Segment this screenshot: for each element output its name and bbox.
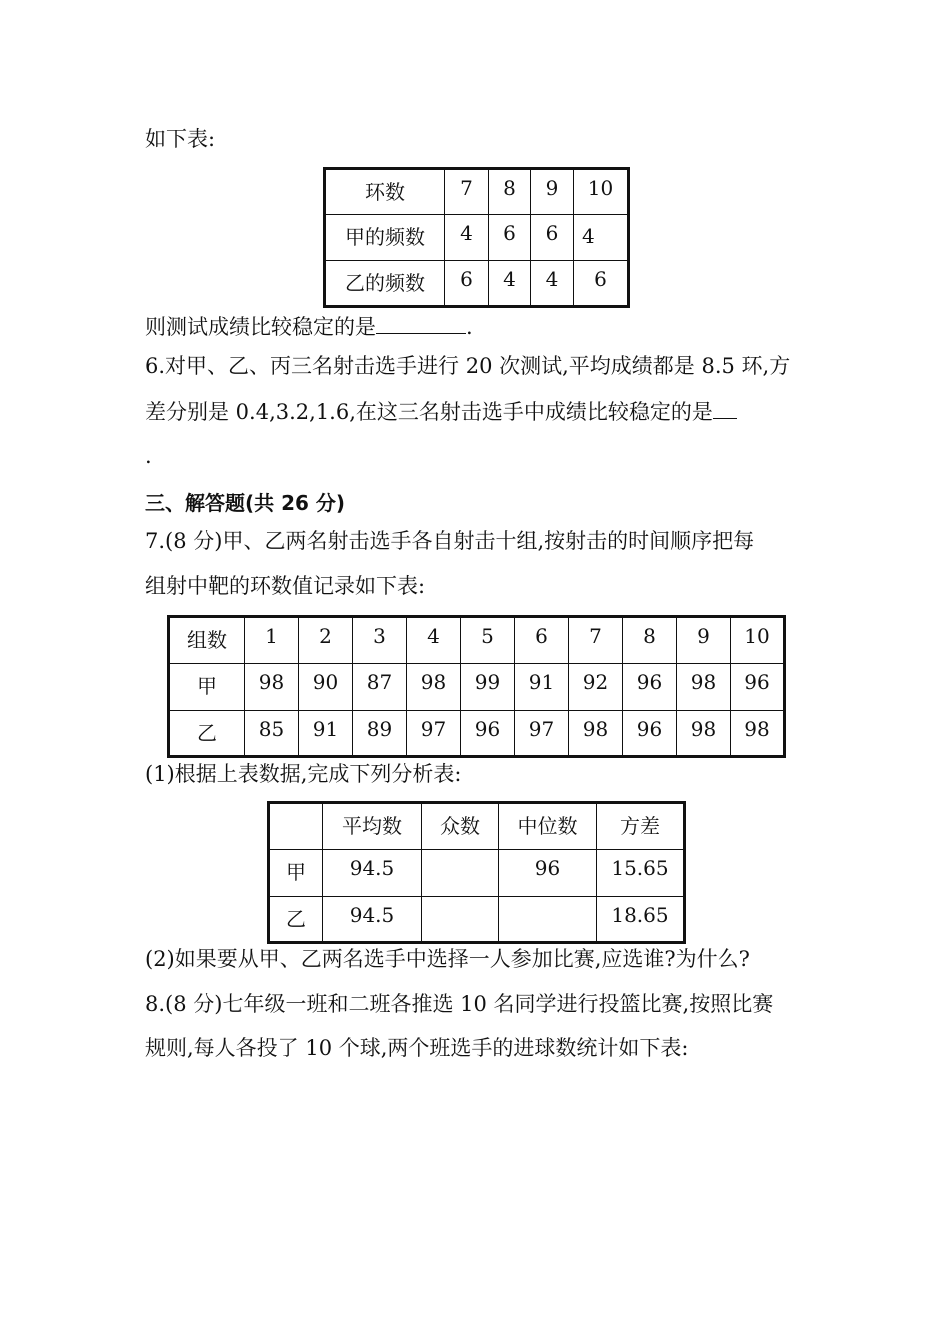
section-heading: 三、解答题(共 26 分) bbox=[145, 491, 346, 515]
table-cell: 4 bbox=[489, 261, 531, 307]
table-cell: 91 bbox=[299, 711, 353, 757]
table-cell: 92 bbox=[569, 664, 623, 711]
table-cell bbox=[422, 897, 499, 943]
table-cell: 98 bbox=[569, 711, 623, 757]
shooting-scores-table bbox=[167, 615, 786, 758]
table-cell: 众数 bbox=[422, 803, 499, 850]
table-cell: 甲的频数 bbox=[325, 215, 445, 261]
table-cell: 乙的频数 bbox=[325, 261, 445, 307]
analysis-table bbox=[267, 801, 686, 944]
table-cell: 98 bbox=[407, 664, 461, 711]
table-cell: 98 bbox=[677, 664, 731, 711]
table-cell: 6 bbox=[515, 617, 569, 664]
table-cell: 4 bbox=[574, 215, 629, 261]
table-cell: 85 bbox=[245, 711, 299, 757]
table-cell: 94.5 bbox=[323, 897, 422, 943]
table-cell: 89 bbox=[353, 711, 407, 757]
table-cell: 8 bbox=[623, 617, 677, 664]
table-cell: 96 bbox=[461, 711, 515, 757]
table-cell bbox=[499, 897, 597, 943]
table-cell: 6 bbox=[445, 261, 489, 307]
table-cell: 98 bbox=[731, 711, 785, 757]
table-cell: 4 bbox=[531, 261, 574, 307]
q8-line2: 规则,每人各投了 10 个球,两个班选手的进球数统计如下表: bbox=[145, 1036, 689, 1060]
table-cell: 甲 bbox=[169, 664, 245, 711]
q7-line2: 组射中靶的环数值记录如下表: bbox=[145, 574, 426, 598]
table-cell: 10 bbox=[574, 169, 629, 215]
intro-text: 如下表: bbox=[145, 127, 216, 151]
table-cell: 6 bbox=[574, 261, 629, 307]
table-cell: 94.5 bbox=[323, 850, 422, 897]
table-cell: 90 bbox=[299, 664, 353, 711]
answer-blank[interactable] bbox=[376, 315, 466, 334]
table-cell: 3 bbox=[353, 617, 407, 664]
table-cell: 甲 bbox=[269, 850, 323, 897]
table-cell: 平均数 bbox=[323, 803, 422, 850]
table-cell: 中位数 bbox=[499, 803, 597, 850]
table-cell: 15.65 bbox=[597, 850, 685, 897]
q5-period: . bbox=[466, 315, 473, 339]
table-cell: 87 bbox=[353, 664, 407, 711]
table-cell: 9 bbox=[531, 169, 574, 215]
q6-line2 bbox=[145, 399, 737, 425]
table-cell: 96 bbox=[499, 850, 597, 897]
q6-line3: . bbox=[145, 444, 152, 468]
table-cell: 99 bbox=[461, 664, 515, 711]
table-cell: 18.65 bbox=[597, 897, 685, 943]
table-cell: 7 bbox=[445, 169, 489, 215]
table-cell bbox=[269, 803, 323, 850]
table-cell: 方差 bbox=[597, 803, 685, 850]
table-cell: 2 bbox=[299, 617, 353, 664]
q8-line1: 8.(8 分)七年级一班和二班各推选 10 名同学进行投篮比赛,按照比赛 bbox=[145, 992, 774, 1016]
table-cell: 98 bbox=[245, 664, 299, 711]
table-cell: 6 bbox=[531, 215, 574, 261]
table-cell: 98 bbox=[677, 711, 731, 757]
table-cell: 10 bbox=[731, 617, 785, 664]
q5-answer-line bbox=[145, 314, 473, 340]
table-cell: 7 bbox=[569, 617, 623, 664]
q6-text: 差分别是 0.4,3.2,1.6,在这三名射击选手中成绩比较稳定的是 bbox=[145, 400, 713, 424]
table-cell: 乙 bbox=[169, 711, 245, 757]
table-cell: 环数 bbox=[325, 169, 445, 215]
q7-part2: (2)如果要从甲、乙两名选手中选择一人参加比赛,应选谁?为什么? bbox=[145, 947, 750, 971]
table-cell: 8 bbox=[489, 169, 531, 215]
frequency-table bbox=[323, 167, 630, 308]
q5-text: 则测试成绩比较稳定的是 bbox=[145, 315, 376, 339]
table-cell: 91 bbox=[515, 664, 569, 711]
table-cell: 4 bbox=[445, 215, 489, 261]
q7-line1: 7.(8 分)甲、乙两名射击选手各自射击十组,按射击的时间顺序把每 bbox=[145, 529, 755, 553]
table-cell: 97 bbox=[407, 711, 461, 757]
table-cell: 96 bbox=[731, 664, 785, 711]
table-cell bbox=[422, 850, 499, 897]
table-cell: 4 bbox=[407, 617, 461, 664]
table-cell: 97 bbox=[515, 711, 569, 757]
answer-blank[interactable] bbox=[713, 400, 737, 419]
table-cell: 组数 bbox=[169, 617, 245, 664]
q7-part1: (1)根据上表数据,完成下列分析表: bbox=[145, 762, 462, 786]
table-cell: 乙 bbox=[269, 897, 323, 943]
q6-line1: 6.对甲、乙、丙三名射击选手进行 20 次测试,平均成绩都是 8.5 环,方 bbox=[145, 354, 791, 378]
table-cell: 9 bbox=[677, 617, 731, 664]
table-cell: 96 bbox=[623, 711, 677, 757]
table-cell: 1 bbox=[245, 617, 299, 664]
table-cell: 96 bbox=[623, 664, 677, 711]
table-cell: 6 bbox=[489, 215, 531, 261]
table-cell: 5 bbox=[461, 617, 515, 664]
